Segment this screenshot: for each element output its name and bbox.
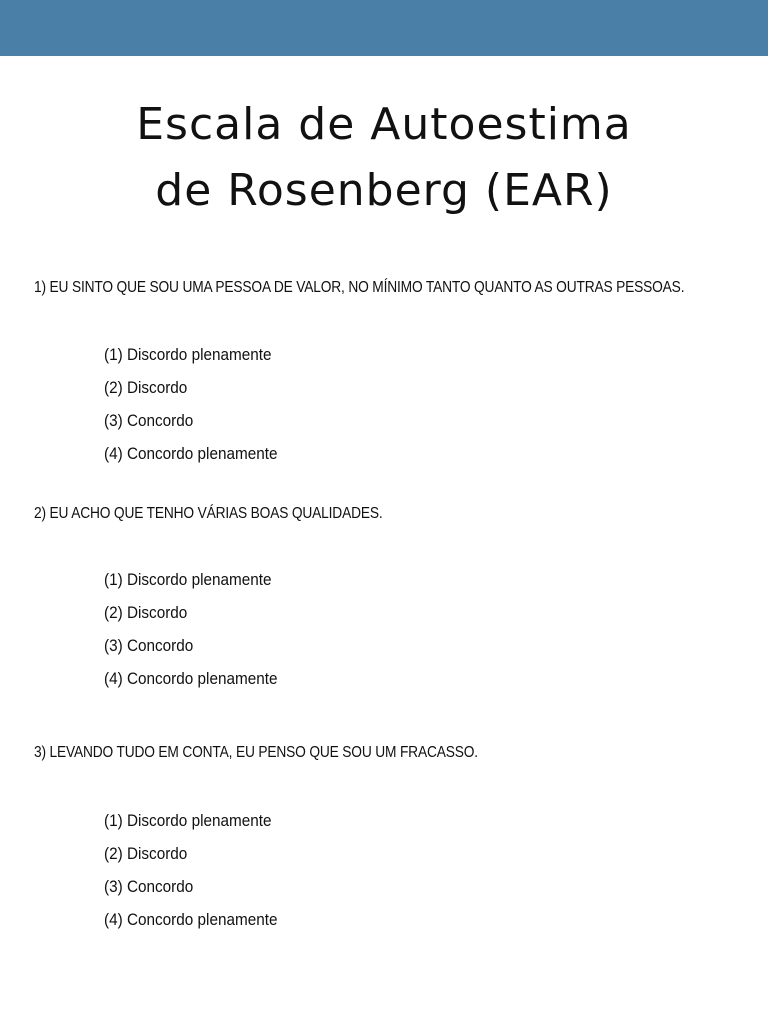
question-1-option-4: (4) Concordo plenamente — [104, 444, 278, 463]
question-3 — [34, 743, 754, 929]
question-2-option-2: (2) Discordo — [104, 603, 188, 622]
question-2-options — [104, 563, 297, 695]
question-1-options — [104, 338, 297, 470]
question-3-option-3: (3) Concordo — [104, 877, 194, 896]
question-1-option-2: (2) Discordo — [104, 378, 188, 397]
question-2-option-3: (3) Concordo — [104, 636, 194, 655]
question-1-text: 1) EU SINTO QUE SOU UMA PESSOA DE VALOR, NO MÍNIMO TANTO QUANTO AS OUTRAS PESSOAS. — [34, 279, 685, 296]
question-3-option-2: (2) Discordo — [104, 844, 188, 863]
question-2-option-1: (1) Discordo plenamente — [104, 570, 272, 589]
header-band — [0, 0, 768, 56]
title-line-1: Escala de Autoestima — [136, 99, 632, 150]
question-1 — [34, 278, 754, 463]
page-title — [0, 92, 768, 224]
question-1-option-1: (1) Discordo plenamente — [104, 345, 272, 364]
question-2-text: 2) EU ACHO QUE TENHO VÁRIAS BOAS QUALIDADES. — [34, 505, 383, 522]
question-1-option-3: (3) Concordo — [104, 411, 194, 430]
title-line-2: de Rosenberg (EAR) — [155, 165, 613, 216]
question-3-option-1: (1) Discordo plenamente — [104, 811, 272, 830]
question-2 — [34, 504, 754, 688]
question-2-option-4: (4) Concordo plenamente — [104, 669, 278, 688]
question-3-option-4: (4) Concordo plenamente — [104, 910, 278, 929]
question-3-text: 3) LEVANDO TUDO EM CONTA, EU PENSO QUE SOU UM FRACASSO. — [34, 744, 478, 761]
question-3-options — [104, 804, 297, 936]
